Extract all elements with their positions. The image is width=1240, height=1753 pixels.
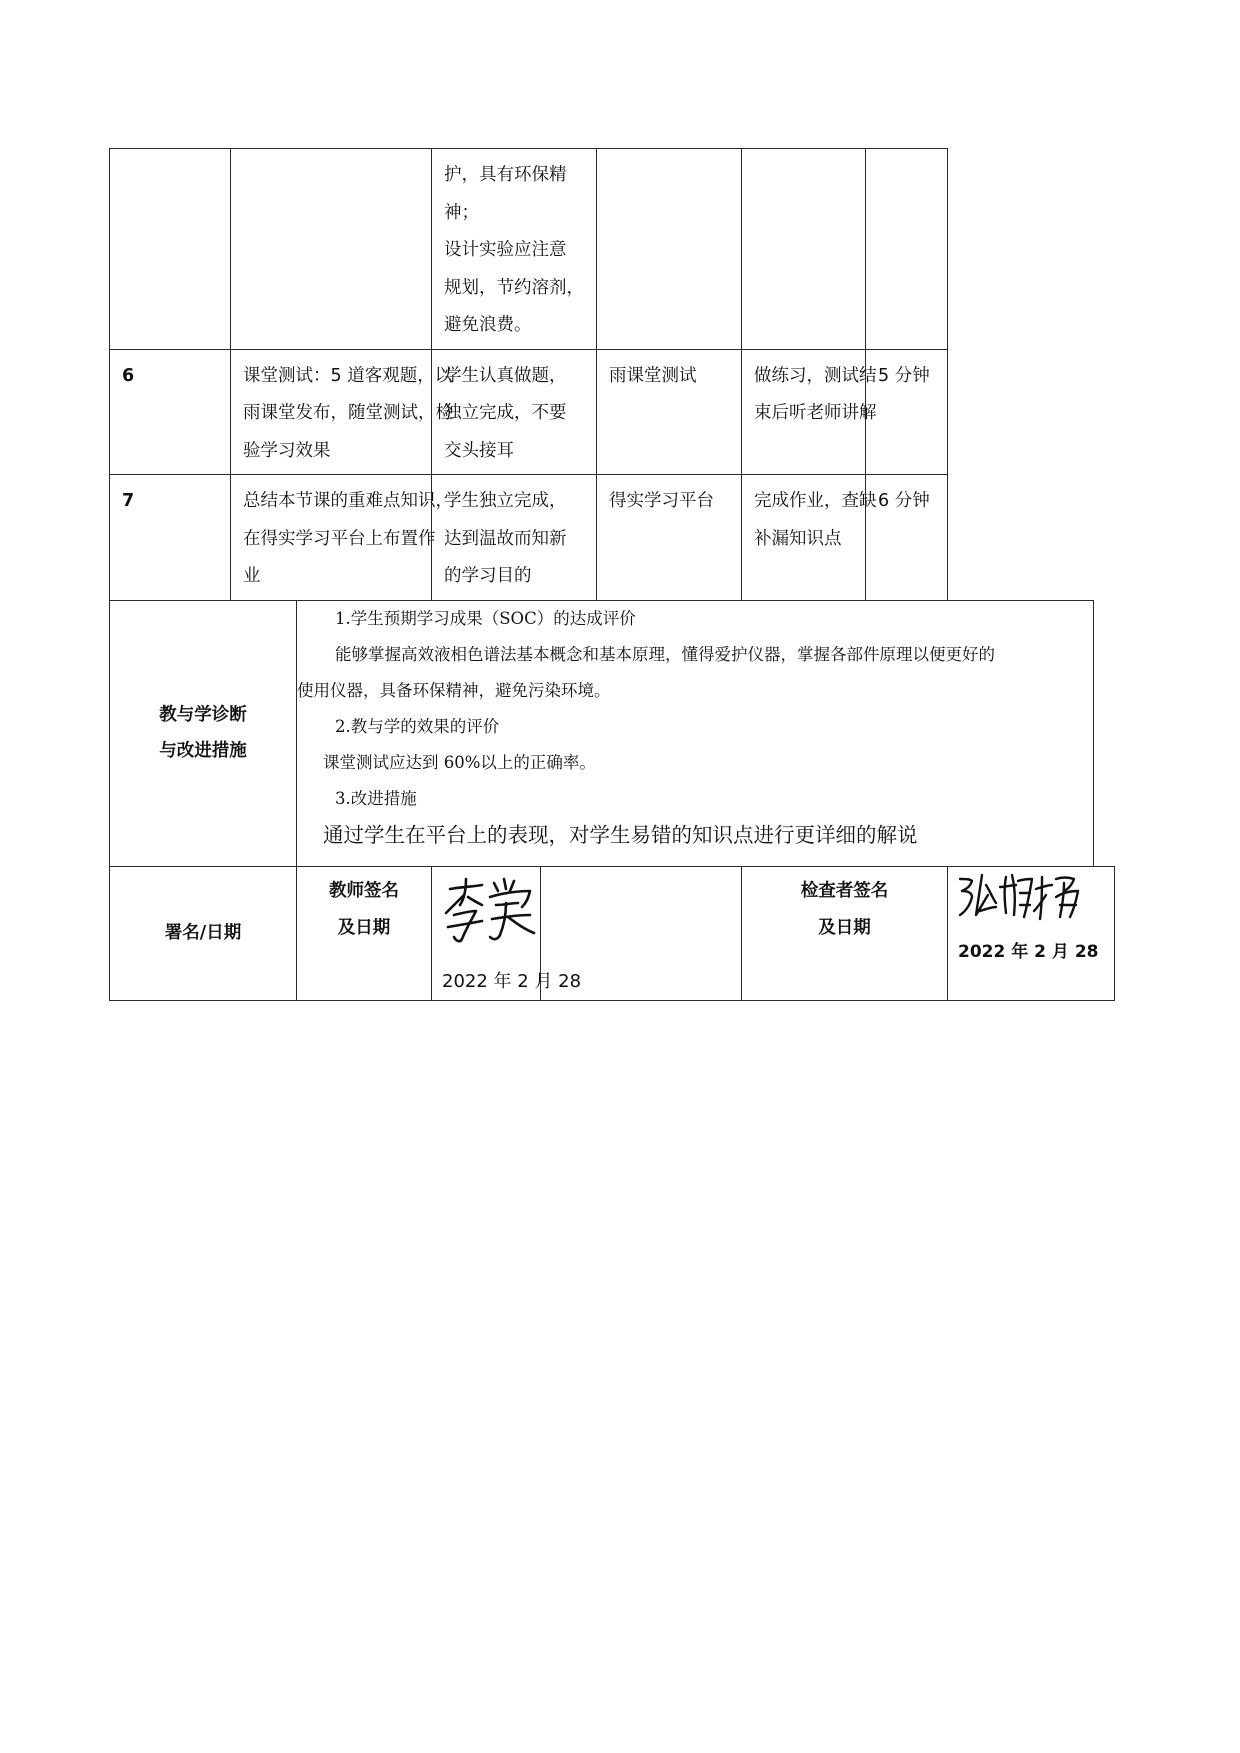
lesson-plan-table	[109, 148, 1115, 1001]
row-number-cell	[110, 149, 231, 350]
activity-line: 完成作业，查缺	[754, 491, 877, 511]
content-cell	[231, 149, 432, 350]
diagnosis-label: 与改进措施	[159, 741, 247, 761]
activity-cell	[742, 349, 877, 475]
requirement-cell	[432, 475, 597, 601]
requirement-cell	[432, 149, 597, 350]
activity-line: 做练习，测试结	[754, 365, 877, 386]
time-cell	[866, 149, 948, 350]
diagnosis-item2-text: 课堂测试应达到 60%以上的正确率。	[323, 752, 596, 772]
time-cell	[866, 349, 948, 475]
requirement-line: 规划，节约溶剂，	[444, 277, 585, 298]
diagnosis-item3-title: 3.改进措施	[335, 788, 417, 808]
teacher-signature-label: 教师签名	[329, 880, 399, 901]
diagnosis-row	[110, 600, 1115, 866]
diagnosis-item1-text: 使用仪器，具备环保精神，避免污染环境。	[297, 680, 611, 700]
requirement-line: 护，具有环保精	[444, 165, 567, 185]
requirement-line: 学生认真做题，	[444, 365, 567, 386]
table-row	[110, 149, 1115, 350]
requirement-line: 学生独立完成，	[444, 491, 567, 511]
row-number: 6	[122, 365, 135, 386]
checker-signature-date: 2022 年 2 月 28	[958, 941, 1099, 962]
checker-signature-cell	[948, 866, 1115, 1000]
activity-cell	[742, 149, 866, 350]
activity-line: 束后听老师讲解	[754, 403, 877, 423]
teacher-label-cell	[297, 866, 432, 1000]
time-cell	[866, 475, 948, 601]
diagnosis-item3-text: 通过学生在平台上的表现，对学生易错的知识点进行更详细的解说	[323, 822, 918, 847]
teacher-signature-image	[442, 875, 542, 947]
row-number-cell	[110, 475, 231, 601]
signature-row-label: 署名/日期	[164, 922, 242, 943]
tool-cell	[597, 475, 742, 601]
time-text: 5 分钟	[878, 365, 930, 386]
diagnosis-label: 教与学诊断	[159, 705, 247, 725]
tool-text: 雨课堂测试	[609, 365, 697, 386]
signature-row	[110, 866, 1115, 1000]
activity-cell	[742, 475, 877, 601]
time-text: 6 分钟	[878, 491, 930, 511]
teacher-signature-label: 及日期	[337, 917, 391, 938]
checker-label-cell	[742, 866, 948, 1000]
content-line: 验学习效果	[243, 440, 331, 461]
signature-row-label-cell	[110, 866, 297, 1000]
requirement-line: 设计实验应注意	[444, 240, 567, 260]
content-cell	[231, 475, 453, 601]
checker-signature-label: 检查者签名	[800, 880, 889, 901]
content-line: 业	[243, 566, 261, 586]
checker-signature-image	[956, 871, 1086, 927]
diagnosis-item2-title: 2.教与学的效果的评价	[335, 716, 500, 736]
requirement-cell	[432, 349, 597, 475]
requirement-line: 达到温故而知新	[444, 528, 567, 549]
requirement-line: 交头接耳	[444, 440, 515, 461]
content-line: 在得实学习平台上布置作	[243, 528, 436, 549]
requirement-line: 神；	[444, 202, 480, 223]
requirement-line: 的学习目的	[444, 566, 532, 586]
diagnosis-label-cell	[110, 600, 297, 866]
diagnosis-item1-text: 能够掌握高效液相色谱法基本概念和基本原理，懂得爱护仪器，掌握各部件原理以便更好的	[335, 644, 995, 664]
content-line: 雨课堂发布，随堂测试，检	[243, 403, 453, 423]
diagnosis-text-cell	[297, 600, 1094, 866]
content-cell	[231, 349, 453, 475]
tool-cell	[597, 149, 742, 350]
tool-cell	[597, 349, 742, 475]
requirement-line: 避免浪费。	[444, 315, 532, 335]
activity-line: 补漏知识点	[754, 528, 842, 549]
teacher-signature-date: 2022 年 2 月 28	[442, 970, 582, 992]
row-number-cell	[110, 349, 231, 475]
teacher-signature-cell	[432, 866, 582, 1000]
content-line: 总结本节课的重难点知识，	[243, 491, 453, 511]
tool-text: 得实学习平台	[609, 491, 715, 511]
content-line: 课堂测试：5 道客观题，以	[243, 365, 453, 386]
requirement-line: 独立完成，不要	[444, 403, 567, 423]
diagnosis-item1-title: 1.学生预期学习成果（SOC）的达成评价	[335, 608, 636, 628]
checker-signature-label: 及日期	[818, 917, 871, 938]
table-row	[110, 475, 1115, 601]
row-number: 7	[122, 491, 135, 511]
table-row	[110, 349, 1115, 475]
